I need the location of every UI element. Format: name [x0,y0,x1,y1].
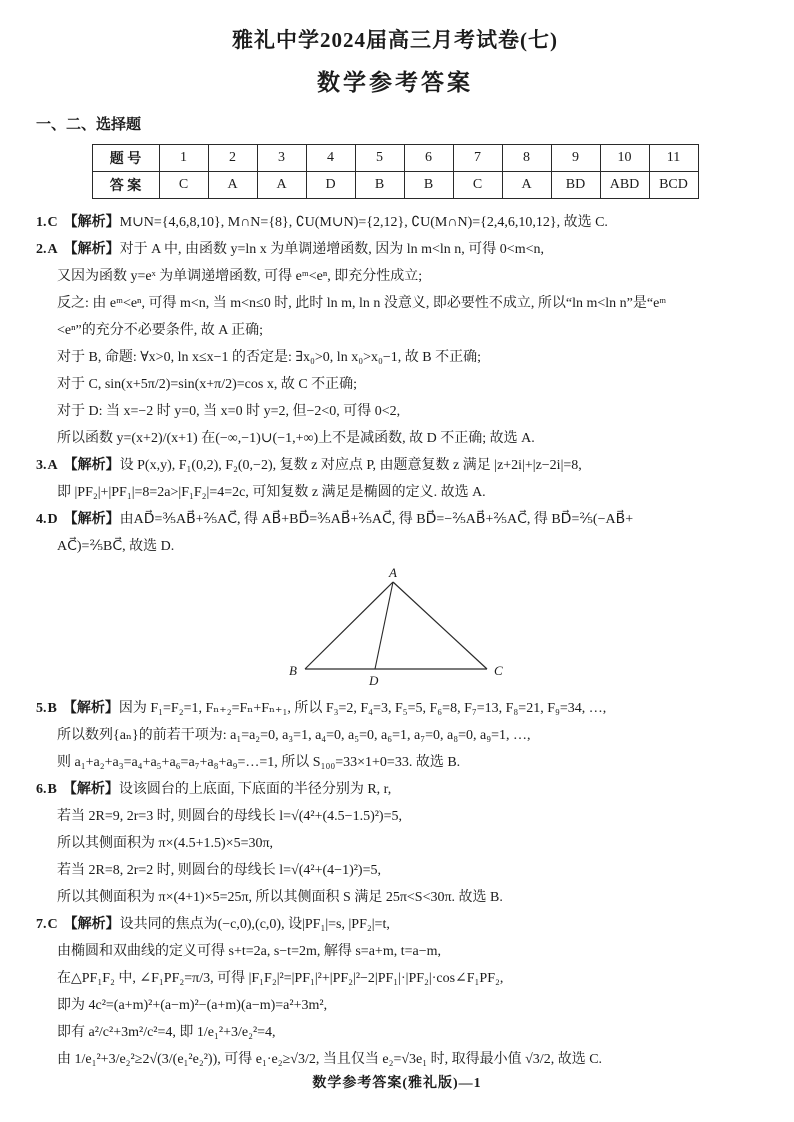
solution-line: 若当 2R=9, 2r=3 时, 则圆台的母线长 l=√(4²+(4.5−1.5)²)=5, [57,809,402,824]
page-title: 雅礼中学2024届高三月考试卷(七) [232,28,558,52]
solution-line: 在△PF₁F₂ 中, ∠F₁PF₂=π/3, 可得 |F₁F₂|²=|PF₁|²+|PF₂|²−2|PF₁|·|PF₂|·cos∠F₁PF₂, [57,971,504,986]
solution-answer: C [47,215,58,230]
solution-number: 1. [36,215,47,230]
row-label-number: 题 号 [92,145,159,172]
answer-cell: C [159,172,208,199]
answer-row [92,172,698,199]
solution-line: 所以其侧面积为 π×(4+1)×5=25π, 所以其侧面积 S 满足 25π<S<30π. 故选 B. [57,890,503,905]
solution-answer: A [47,242,58,257]
solution-line: 由椭圆和双曲线的定义可得 s+t=2a, s−t=2m, 解得 s=a+m, t=a−m, [57,944,441,959]
solution-7 [36,911,754,1073]
solution-text: 对于 A 中, 由函数 y=ln x 为单调递增函数, 因为 ln m<ln n, 可得 0<m<n, [119,242,544,257]
question-number-cell: 7 [453,145,502,172]
answer-table [92,144,699,199]
analysis-tag: 【解析】 [63,242,120,257]
solution-first-line [36,911,754,938]
vertex-label-A: A [389,566,397,580]
solution-line: 所以函数 y=(x+2)/(x+1) 在(−∞,−1)∪(−1,+∞)上不是减函数, 故 D 不正确; 故选 A. [57,431,535,446]
answer-cell: B [355,172,404,199]
question-number-cell: 4 [306,145,355,172]
question-number-cell: 9 [551,145,600,172]
solution-text: M∪N={4,6,8,10}, M∩N={8}, ∁U(M∪N)={2,12}, ∁U(M∩N)={2,4,6,10,12}, 故选 C. [119,215,608,230]
answer-cell: BCD [649,172,698,199]
solution-number: 7. [36,917,47,932]
solution-first-line [36,209,754,236]
question-number-cell: 11 [649,145,698,172]
solution-first-line [36,776,754,803]
solution-first-line [36,452,754,479]
solution-line: 对于 B, 命题: ∀x>0, ln x≤x−1 的否定是: ∃x₀>0, ln x₀>x₀−1, 故 B 不正确; [57,350,481,365]
solution-line: 反之: 由 eᵐ<eⁿ, 可得 m<n, 当 m<n≤0 时, 此时 ln m, ln n 没意义, 即必要性不成立, 所以“ln m<ln n”是“eᵐ [57,296,667,311]
triangle-left-side [305,582,393,669]
solution-line: 即有 a²/c²+3m²/c²=4, 即 1/e₁²+3/e₂²=4, [57,1025,276,1040]
solution-answer: D [47,512,58,527]
solution-first-line [36,695,754,722]
solution-number: 5. [36,701,47,716]
solution-text: 设 P(x,y), F₁(0,2), F₂(0,−2), 复数 z 对应点 P, 由题意复数 z 满足 |z+2i|+|z−2i|=8, [119,458,582,473]
solution-line: 所以其侧面积为 π×(4.5+1.5)×5=30π, [57,836,274,851]
answer-cell: C [453,172,502,199]
solution-2 [36,236,754,452]
solution-3 [36,452,754,506]
solution-4 [36,506,754,560]
analysis-tag: 【解析】 [62,782,119,797]
solution-number: 6. [36,782,47,797]
solution-line: AC⃗)=⅖BC⃗, 故选 D. [57,539,175,554]
question-number-cell: 1 [159,145,208,172]
solution-line: 又因为函数 y=eˣ 为单调递增函数, 可得 eᵐ<eⁿ, 即充分性成立; [57,269,423,284]
solution-line: 由 1/e₁²+3/e₂²≥2√(3/(e₁²e₂²)), 可得 e₁·e₂≥√3/2, 当且仅当 e₂=√3e₁ 时, 取得最小值 √3/2, 故选 C. [57,1052,603,1067]
solution-continuation [36,533,754,560]
solution-line: <eⁿ”的充分不必要条件, 故 A 正确; [57,323,263,338]
solution-line: 则 a₁+a₂+a₃=a₄+a₅+a₆=a₇+a₈+a₉=…=1, 所以 S₁₀₀=33×1+0=33. 故选 B. [57,755,461,770]
solution-text: 由AD⃗=⅗AB⃗+⅖AC⃗, 得 AB⃗+BD⃗=⅗AB⃗+⅖AC⃗, 得 BD⃗=−⅖AB⃗+⅖AC⃗, 得 BD⃗=⅖(−AB⃗+ [119,512,634,527]
question-number-cell: 3 [257,145,306,172]
solution-continuation [36,938,754,1073]
triangle-figure [265,566,525,691]
analysis-tag: 【解析】 [62,701,119,716]
analysis-tag: 【解析】 [63,917,120,932]
answer-cell: D [306,172,355,199]
solution-continuation [36,479,754,506]
solution-continuation [36,722,754,776]
solution-1 [36,209,754,236]
answer-cell: ABD [600,172,649,199]
solution-text: 设该圆台的上底面, 下底面的半径分别为 R, r, [118,782,392,797]
solution-number: 2. [36,242,47,257]
solution-first-line [36,236,754,263]
solution-number: 4. [36,512,47,527]
solution-line: 所以数列{aₙ}的前若干项为: a₁=a₂=0, a₃=1, a₄=0, a₅=0, a₆=1, a₇=0, a₈=0, a₉=1, …, [57,728,531,743]
solution-continuation [36,803,754,911]
solution-answer: B [47,701,57,716]
analysis-tag: 【解析】 [63,215,120,230]
answer-cell: A [502,172,551,199]
question-number-cell: 6 [404,145,453,172]
solution-text: 因为 F₁=F₂=1, Fₙ₊₂=Fₙ+Fₙ₊₁, 所以 F₃=2, F₄=3, F₅=5, F₆=8, F₇=13, F₈=21, F₉=34, …, [118,701,607,716]
vertex-label-D: D [369,673,379,688]
question-number-row [92,145,698,172]
page-footer: 数学参考答案(雅礼版)—1 [312,1076,482,1091]
question-number-cell: 5 [355,145,404,172]
page-subtitle: 数学参考答案 [317,70,473,95]
question-number-cell: 8 [502,145,551,172]
analysis-tag: 【解析】 [63,458,120,473]
answer-cell: A [257,172,306,199]
solution-answer: B [47,782,57,797]
solution-line: 对于 D: 当 x=−2 时 y=0, 当 x=0 时 y=2, 但−2<0, 可得 0<2, [57,404,401,419]
triangle-svg [265,566,525,691]
analysis-tag: 【解析】 [63,512,120,527]
row-label-answer: 答 案 [92,172,159,199]
solution-line: 即 |PF₂|+|PF₁|=8=2a>|F₁F₂|=4=2c, 可知复数 z 满足是椭圆的定义. 故选 A. [57,485,486,500]
answer-cell: BD [551,172,600,199]
triangle-cevian-AD [375,582,393,669]
solution-number: 3. [36,458,47,473]
answer-cell: A [208,172,257,199]
solution-line: 若当 2R=8, 2r=2 时, 则圆台的母线长 l=√(4²+(4−1)²)=5, [57,863,381,878]
triangle-right-side [393,582,487,669]
solution-line: 即为 4c²=(a+m)²+(a−m)²−(a+m)(a−m)=a²+3m², [57,998,328,1013]
solution-6 [36,776,754,911]
solutions-list [36,209,754,1073]
vertex-label-C: C [494,663,503,678]
question-number-cell: 10 [600,145,649,172]
section-label: 一、二、选择题 [36,117,142,133]
solution-continuation [36,263,754,452]
solution-answer: C [47,917,58,932]
solution-line: 对于 C, sin(x+5π/2)=sin(x+π/2)=cos x, 故 C 不正确; [57,377,358,392]
vertex-label-B: B [289,663,297,678]
answer-cell: B [404,172,453,199]
solution-text: 设共同的焦点为(−c,0),(c,0), 设|PF₁|=s, |PF₂|=t, [119,917,390,932]
solution-first-line [36,506,754,533]
solution-5 [36,695,754,776]
question-number-cell: 2 [208,145,257,172]
solution-answer: A [47,458,58,473]
